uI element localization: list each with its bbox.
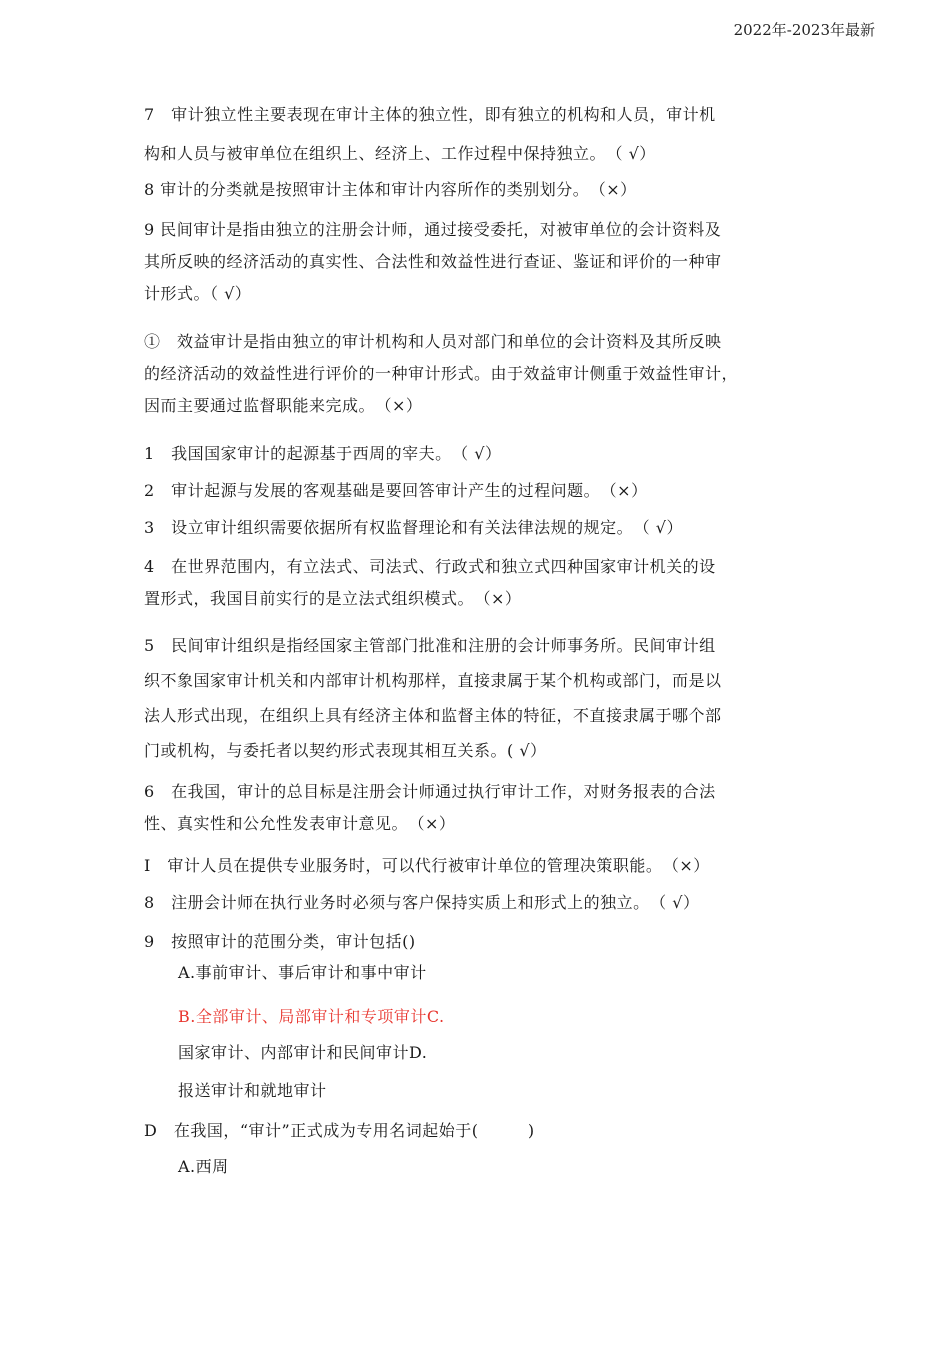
text-line: 4 在世界范围内，有立法式、司法式、行政式和独立式四种国家审计机关的设: [144, 557, 716, 576]
option-a: [178, 957, 850, 989]
text-line: 1 我国国家审计的起源基于西周的宰夫。 （ √）: [144, 444, 502, 463]
text-line: I 审计人员在提供专业服务时，可以代行被审计单位的管理决策职能。 （×）: [144, 856, 710, 875]
item-i: [144, 850, 816, 882]
item-9: [144, 214, 816, 310]
text-line: 的经济活动的效益性进行评价的一种审计形式。由于效益审计侧重于效益性审计，: [144, 364, 739, 383]
text-line: 置形式，我国目前实行的是立法式组织模式。 （×）: [144, 589, 522, 608]
text-line: ① 效益审计是指由独立的审计机构和人员对部门和单位的会计资料及其所反映: [144, 332, 722, 351]
text-line: 国家审计、内部审计和民间审计D.: [178, 1043, 428, 1062]
text-line: 构和人员与被审单位在组织上、经济上、工作过程中保持独立。 （ √）: [144, 144, 656, 163]
item-3: [144, 512, 816, 544]
text-line: 7 审计独立性主要表现在审计主体的独立性，即有独立的机构和人员，审计机: [144, 105, 716, 124]
item-8b: [144, 887, 816, 919]
text-line: 计形式。（ √）: [144, 284, 252, 303]
item-9b: [144, 926, 816, 958]
text-line: B.全部审计、局部审计和专项审计C.: [178, 1007, 445, 1026]
text-line: 6 在我国，审计的总目标是注册会计师通过执行审计工作，对财务报表的合法: [144, 782, 716, 801]
text-line: 8 注册会计师在执行业务时必须与客户保持实质上和形式上的独立。 （ √）: [144, 893, 700, 912]
option-d: [178, 1075, 850, 1107]
text-line: 8 审计的分类就是按照审计主体和审计内容所作的类别划分。 （×）: [144, 180, 637, 199]
text-line: 织不象国家审计机关和内部审计机构那样，直接隶属于某个机构或部门，而是以: [144, 671, 722, 690]
item-circle-1: [144, 326, 816, 422]
answer-a: [178, 1151, 850, 1183]
item-2: [144, 475, 816, 507]
text-line: 9 按照审计的范围分类，审计包括(): [144, 932, 416, 951]
text-line: 法人形式出现，在组织上具有经济主体和监督主体的特征，不直接隶属于哪个部: [144, 706, 722, 725]
item-8: [144, 174, 816, 206]
item-4: [144, 551, 816, 615]
page-header: 2022年-2023年最新: [733, 21, 875, 39]
text-line: 2 审计起源与发展的客观基础是要回答审计产生的过程问题。 （×）: [144, 481, 648, 500]
text-line: D 在我国，“审计”正式成为专用名词起始于( ): [144, 1121, 535, 1140]
text-line: A.事前审计、事后审计和事中审计: [178, 963, 427, 982]
text-line: 其所反映的经济活动的真实性、合法性和效益性进行查证、鉴证和评价的一种审: [144, 252, 722, 271]
item-1: [144, 438, 816, 470]
text-line: 3 设立审计组织需要依据所有权监督理论和有关法律法规的规定。 （ √）: [144, 518, 683, 537]
text-line: A.西周: [178, 1157, 229, 1176]
text-line: 9 民间审计是指由独立的注册会计师，通过接受委托，对被审单位的会计资料及: [144, 220, 722, 239]
text-line: 性、真实性和公允性发表审计意见。 （×）: [144, 814, 456, 833]
text-line: 门或机构，与委托者以契约形式表现其相互关系。( √）: [144, 741, 547, 760]
text-line: 报送审计和就地审计: [178, 1081, 327, 1100]
option-c: [178, 1037, 850, 1069]
option-b-answer: [178, 1001, 850, 1033]
item-6: [144, 776, 816, 840]
item-7: [144, 99, 816, 170]
question-d: [144, 1115, 816, 1147]
item-5: [144, 628, 816, 768]
text-line: 5 民间审计组织是指经国家主管部门批准和注册的会计师事务所。民间审计组: [144, 636, 716, 655]
text-line: 因而主要通过监督职能来完成。 （×）: [144, 396, 423, 415]
